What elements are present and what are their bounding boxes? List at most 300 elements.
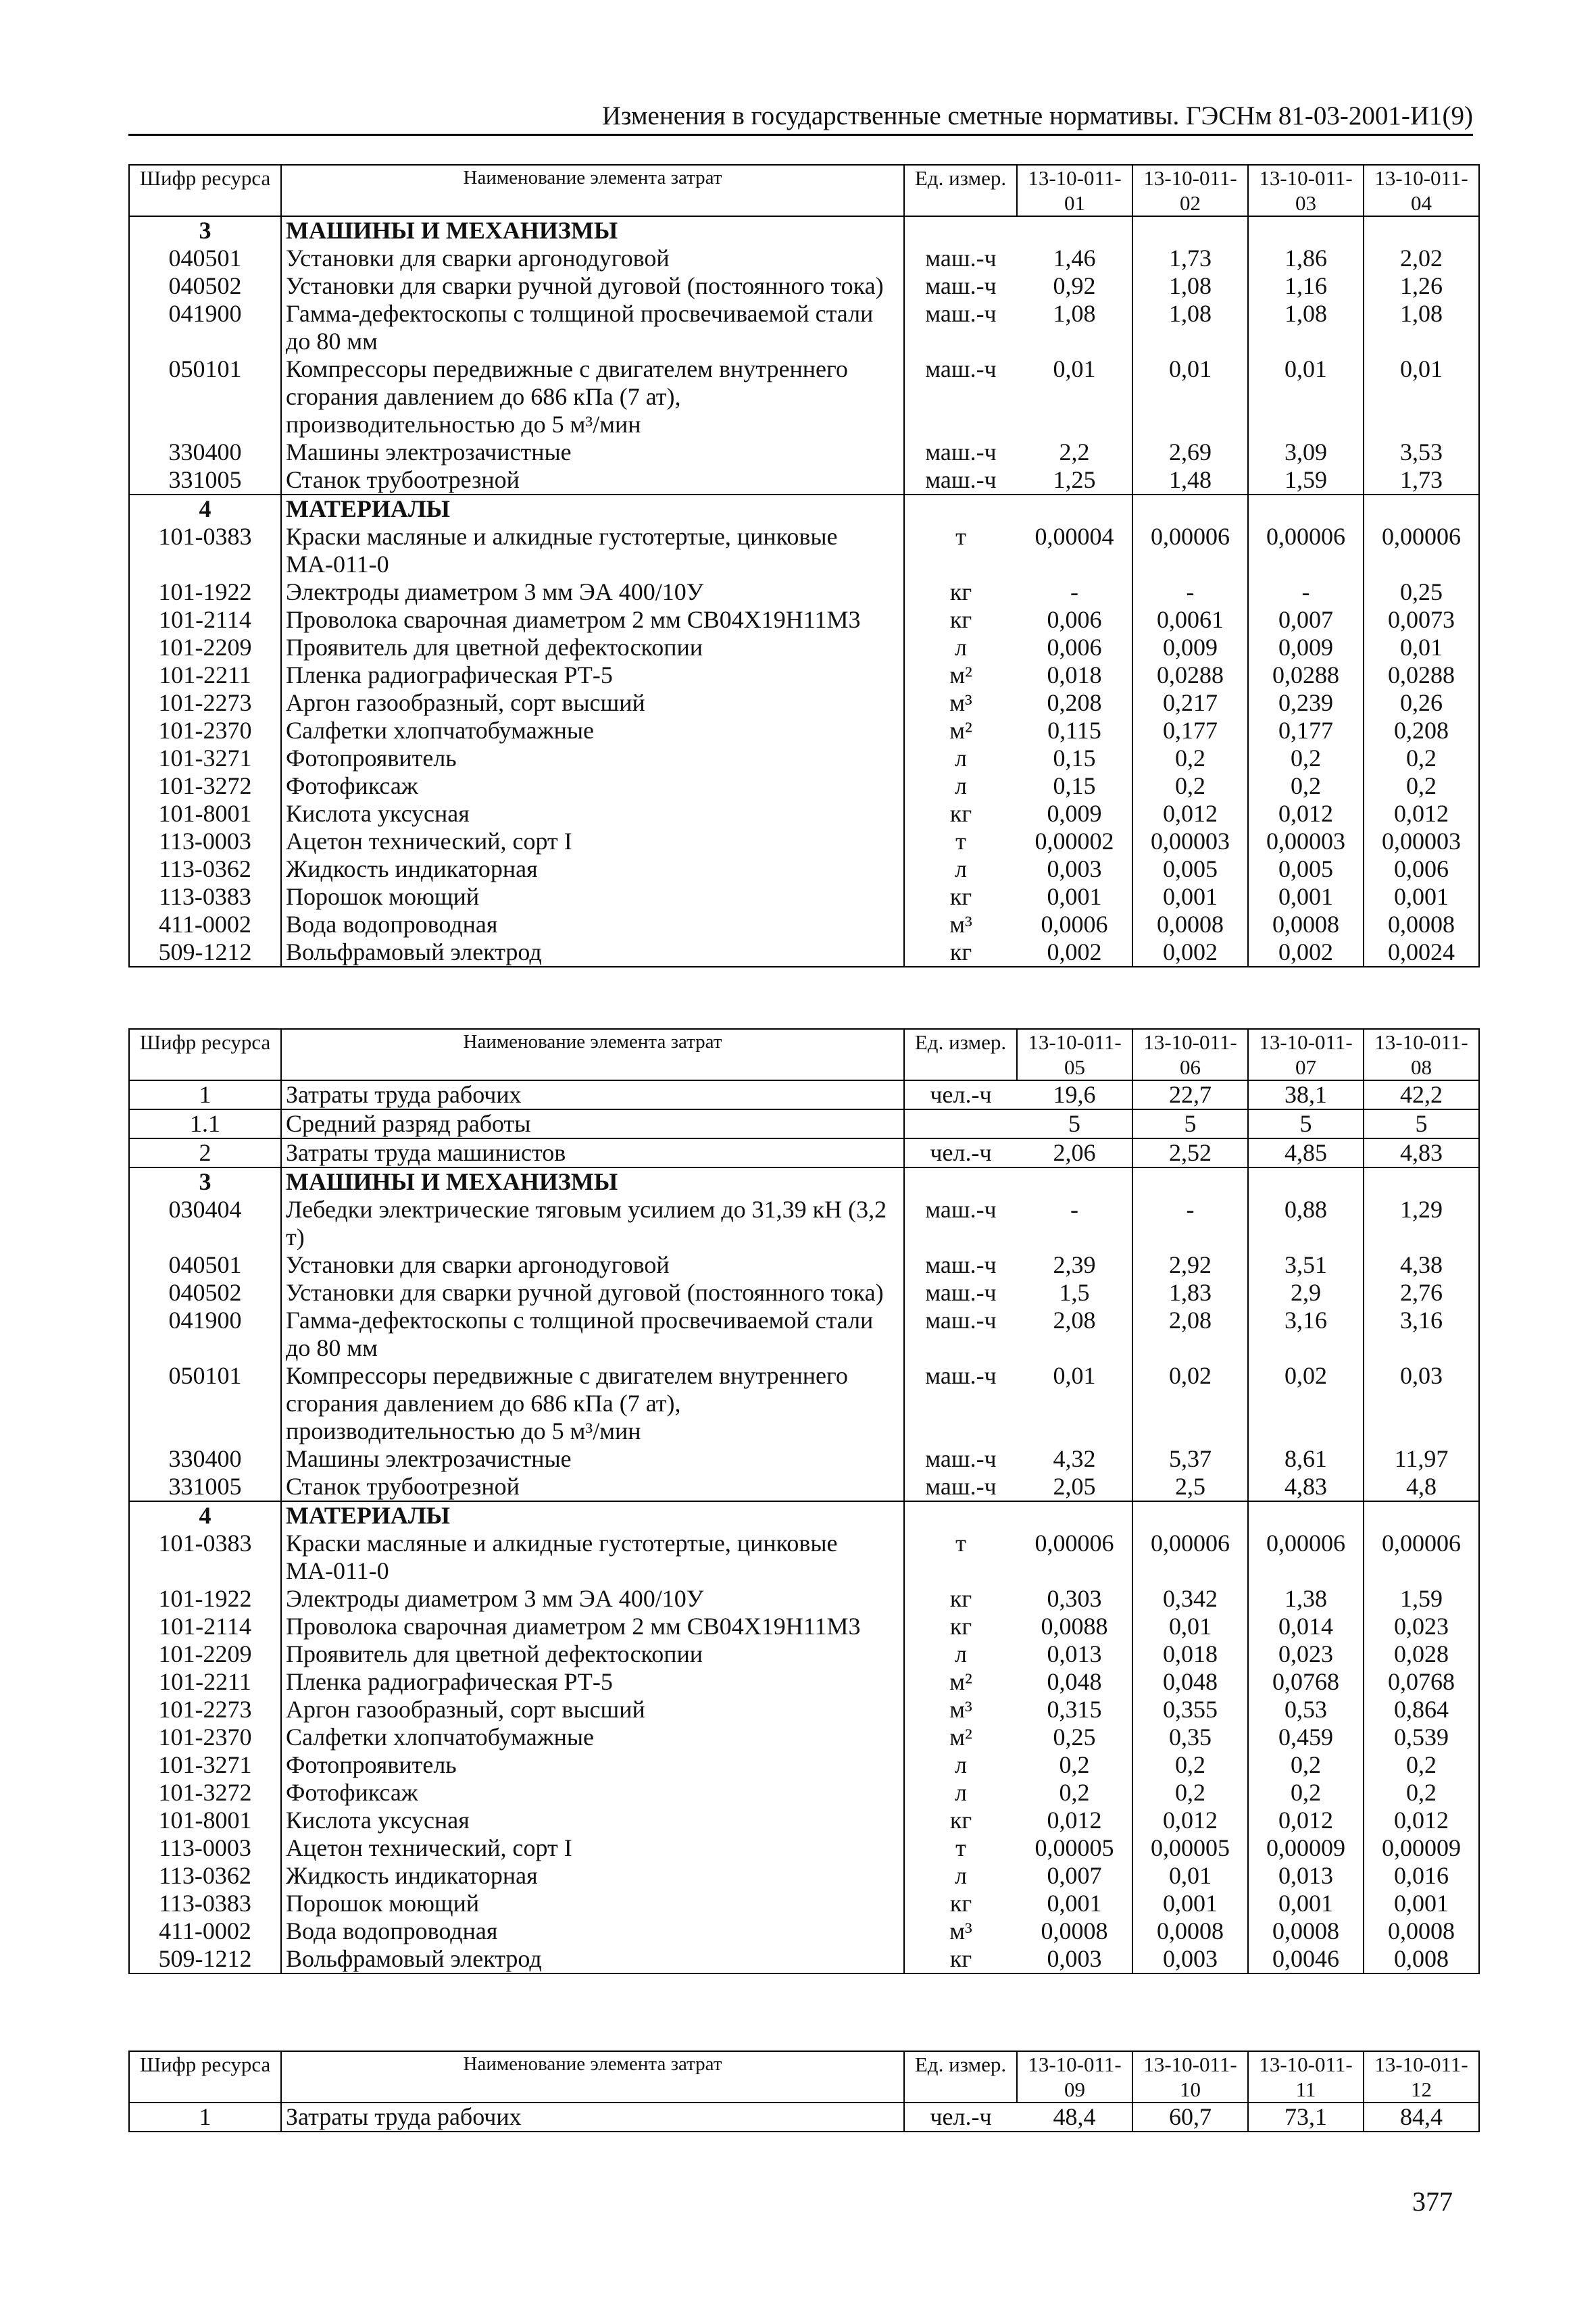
resource-name: Гамма-дефектоскопы с толщиной просвечиваемой стали до 80 мм xyxy=(281,1307,904,1362)
resource-code: 330400 xyxy=(129,1445,281,1473)
norm-value: 0,023 xyxy=(1248,1640,1364,1668)
norm-value: 0,2 xyxy=(1364,772,1479,800)
norm-value: 0,001 xyxy=(1248,883,1364,911)
table-row xyxy=(129,661,1479,689)
header-name: Наименование элемента затрат xyxy=(281,2051,904,2103)
resource-name: Салфетки хлопчатобумажные xyxy=(281,717,904,745)
resource-name: Средний разряд работы xyxy=(281,1109,904,1138)
table-row xyxy=(129,1307,1479,1362)
resource-code: 113-0362 xyxy=(129,1862,281,1890)
unit: маш.-ч xyxy=(925,272,997,299)
norm-value: 60,7 xyxy=(1132,2103,1248,2132)
norm-value: 0,2 xyxy=(1132,1751,1248,1779)
norm-value: 0,25 xyxy=(1364,578,1479,606)
unit xyxy=(904,1109,1017,1138)
norm-value: 0,2 xyxy=(1248,772,1364,800)
norm-value: 0,35 xyxy=(1132,1724,1248,1751)
unit xyxy=(904,1501,1017,1530)
norm-value: 0,01 xyxy=(1132,1862,1248,1890)
table-row xyxy=(129,1696,1479,1724)
resource-code: 101-2273 xyxy=(129,1696,281,1724)
norm-value: 0,012 xyxy=(1132,800,1248,828)
resource-name: Жидкость индикаторная xyxy=(281,1862,904,1890)
resource-code: 040501 xyxy=(129,1251,281,1279)
resource-name: Фотопроявитель xyxy=(281,745,904,772)
header-norm-code: 13-10-011-07 xyxy=(1248,1029,1364,1080)
resource-name: Пленка радиографическая РТ-5 xyxy=(281,1668,904,1696)
norm-value xyxy=(1132,216,1248,245)
norm-value: 0,539 xyxy=(1364,1724,1479,1751)
norm-value: 0,001 xyxy=(1017,1890,1132,1917)
norm-value: 0,01 xyxy=(1132,1613,1248,1640)
norm-value: 73,1 xyxy=(1248,2103,1364,2132)
norm-value: 2,02 xyxy=(1364,245,1479,272)
resource-name: Электроды диаметром 3 мм ЭА 400/10У xyxy=(281,1585,904,1613)
norm-value: 2,39 xyxy=(1017,1251,1132,1279)
norm-value: 0,00006 xyxy=(1248,1530,1364,1585)
table-row xyxy=(129,1196,1479,1251)
norm-value: 0,009 xyxy=(1248,634,1364,661)
section-title: МАШИНЫ И МЕХАНИЗМЫ xyxy=(281,216,904,245)
norm-value: 0,02 xyxy=(1132,1362,1248,1445)
unit: т xyxy=(955,1530,966,1557)
norm-value: 0,002 xyxy=(1248,938,1364,967)
norm-value: 1,83 xyxy=(1132,1279,1248,1307)
table-row xyxy=(129,466,1479,495)
norm-value: 0,0024 xyxy=(1364,938,1479,967)
norm-value xyxy=(1364,1501,1479,1530)
resource-code: 101-3272 xyxy=(129,1779,281,1807)
resource-code: 101-0383 xyxy=(129,523,281,578)
unit: л xyxy=(955,1640,967,1667)
resource-name: Установки для сварки аргонодуговой xyxy=(281,245,904,272)
resource-name: Компрессоры передвижные с двигателем внутреннего сгорания давлением до 686 кПа (7 ат), производительностью до 5 м³/мин xyxy=(281,355,904,438)
norm-value: 1,26 xyxy=(1364,272,1479,300)
norm-value: 0,177 xyxy=(1248,717,1364,745)
resource-code: 030404 xyxy=(129,1196,281,1251)
norm-value: 22,7 xyxy=(1132,1080,1248,1109)
table-row xyxy=(129,855,1479,883)
resource-name: Проволока сварочная диаметром 2 мм СВ04Х19Н11М3 xyxy=(281,606,904,634)
table-row xyxy=(129,911,1479,938)
norms-table-1 xyxy=(128,164,1480,967)
norm-value: 0,459 xyxy=(1248,1724,1364,1751)
norm-value: 4,83 xyxy=(1248,1473,1364,1501)
header-norm-code: 13-10-011-09 xyxy=(1017,2051,1132,2103)
norm-value: 1,08 xyxy=(1364,300,1479,355)
norm-value: 0,0008 xyxy=(1364,1917,1479,1945)
norm-value: 0,00003 xyxy=(1248,828,1364,855)
norm-value: 0,01 xyxy=(1248,355,1364,438)
norm-value: 0,028 xyxy=(1364,1640,1479,1668)
unit: т xyxy=(955,828,966,855)
table-row xyxy=(129,578,1479,606)
unit: чел.-ч xyxy=(904,2103,1017,2132)
unit: чел.-ч xyxy=(904,1138,1017,1167)
resource-name: Станок трубоотрезной xyxy=(281,466,904,495)
norm-value xyxy=(1132,1501,1248,1530)
norm-value: 2,76 xyxy=(1364,1279,1479,1307)
norm-value: 0,53 xyxy=(1248,1696,1364,1724)
norm-value: 0,0288 xyxy=(1248,661,1364,689)
table-row xyxy=(129,438,1479,466)
resource-name: Фотофиксаж xyxy=(281,1779,904,1807)
norm-value: 4,85 xyxy=(1248,1138,1364,1167)
unit: м² xyxy=(949,1724,972,1751)
norm-value: 0,006 xyxy=(1017,634,1132,661)
norm-value: 0,00006 xyxy=(1017,1530,1132,1585)
resource-code: 1 xyxy=(129,1080,281,1109)
norm-value: 0,00006 xyxy=(1132,523,1248,578)
norm-value: 2,92 xyxy=(1132,1251,1248,1279)
unit: маш.-ч xyxy=(925,1307,997,1334)
unit: м² xyxy=(949,661,972,688)
table-row xyxy=(129,883,1479,911)
unit: м³ xyxy=(949,1917,972,1944)
norm-value: 0,00005 xyxy=(1017,1834,1132,1862)
norm-value: 0,01 xyxy=(1017,355,1132,438)
resource-code: 113-0383 xyxy=(129,1890,281,1917)
norm-value: 0,177 xyxy=(1132,717,1248,745)
resource-code: 101-8001 xyxy=(129,1807,281,1834)
norm-value: 0,012 xyxy=(1017,1807,1132,1834)
resource-code: 101-1922 xyxy=(129,578,281,606)
norm-value: 0,88 xyxy=(1248,1196,1364,1251)
norm-value: 0,2 xyxy=(1248,1751,1364,1779)
resource-code: 509-1212 xyxy=(129,938,281,967)
norm-value xyxy=(1248,1167,1364,1196)
norm-value xyxy=(1017,495,1132,523)
norm-value: 4,8 xyxy=(1364,1473,1479,1501)
norm-value xyxy=(1132,495,1248,523)
resource-code: 509-1212 xyxy=(129,1945,281,1973)
norm-value: 1,5 xyxy=(1017,1279,1132,1307)
table-row xyxy=(129,523,1479,578)
header-name: Наименование элемента затрат xyxy=(281,1029,904,1080)
norm-value: 0,016 xyxy=(1364,1862,1479,1890)
norm-value: 1,73 xyxy=(1364,466,1479,495)
unit: т xyxy=(955,523,966,550)
unit: л xyxy=(955,634,967,661)
resource-name: Ацетон технический, сорт I xyxy=(281,828,904,855)
norm-value: 3,51 xyxy=(1248,1251,1364,1279)
norm-value: 0,006 xyxy=(1364,855,1479,883)
norm-value: - xyxy=(1132,1196,1248,1251)
norm-value: 8,61 xyxy=(1248,1445,1364,1473)
norm-value: 0,01 xyxy=(1132,355,1248,438)
norm-value: 0,003 xyxy=(1132,1945,1248,1973)
unit: кг xyxy=(949,1807,972,1834)
resource-code: 040501 xyxy=(129,245,281,272)
norm-value: 0,2 xyxy=(1132,1779,1248,1807)
norm-value: 0,15 xyxy=(1017,745,1132,772)
table-row xyxy=(129,1945,1479,1973)
resource-name: Жидкость индикаторная xyxy=(281,855,904,883)
resource-name: Аргон газообразный, сорт высший xyxy=(281,1696,904,1724)
header-norm-code: 13-10-011-03 xyxy=(1248,165,1364,216)
table-row xyxy=(129,1138,1479,1167)
resource-code: 411-0002 xyxy=(129,1917,281,1945)
resource-code: 3 xyxy=(129,216,281,245)
unit: л xyxy=(955,1862,967,1889)
norm-value: 2,2 xyxy=(1017,438,1132,466)
norm-value: 0,00006 xyxy=(1248,523,1364,578)
norm-value: 1,46 xyxy=(1017,245,1132,272)
resource-name: Проявитель для цветной дефектоскопии xyxy=(281,634,904,661)
norm-value: 0,012 xyxy=(1132,1807,1248,1834)
resource-name: Порошок моющий xyxy=(281,883,904,911)
resource-name: Вода водопроводная xyxy=(281,911,904,938)
resource-name: Кислота уксусная xyxy=(281,1807,904,1834)
resource-name: Затраты труда рабочих xyxy=(281,1080,904,1109)
norm-value: 5 xyxy=(1248,1109,1364,1138)
table-row xyxy=(129,355,1479,438)
norm-value: 2,08 xyxy=(1017,1307,1132,1362)
norm-value: 0,013 xyxy=(1017,1640,1132,1668)
norm-value: - xyxy=(1017,578,1132,606)
unit: маш.-ч xyxy=(925,1279,997,1306)
norm-value xyxy=(1017,216,1132,245)
norm-value: 0,2 xyxy=(1132,772,1248,800)
norm-value: 38,1 xyxy=(1248,1080,1364,1109)
norm-value: 0,355 xyxy=(1132,1696,1248,1724)
norm-value: 0,25 xyxy=(1017,1724,1132,1751)
norm-value: 0,0288 xyxy=(1364,661,1479,689)
norm-value: 0,0288 xyxy=(1132,661,1248,689)
table-row xyxy=(129,1585,1479,1613)
resource-name: Установки для сварки ручной дуговой (постоянного тока) xyxy=(281,1279,904,1307)
norm-value: 1,86 xyxy=(1248,245,1364,272)
table-row xyxy=(129,1613,1479,1640)
norm-value: 2,5 xyxy=(1132,1473,1248,1501)
norm-value: 0,018 xyxy=(1017,661,1132,689)
norm-value: 0,012 xyxy=(1248,800,1364,828)
section-row xyxy=(129,216,1479,245)
norm-value: 0,115 xyxy=(1017,717,1132,745)
table-header-row xyxy=(129,2051,1479,2103)
page-header: Изменения в государственные сметные нормативы. ГЭСНм 81-03-2001-И1(9) xyxy=(128,101,1473,136)
norm-value: 0,2 xyxy=(1017,1779,1132,1807)
header-name: Наименование элемента затрат xyxy=(281,165,904,216)
unit: м² xyxy=(949,1668,972,1695)
norm-value: 0,00009 xyxy=(1248,1834,1364,1862)
norm-value: 1,16 xyxy=(1248,272,1364,300)
norm-value: 2,06 xyxy=(1017,1138,1132,1167)
unit: л xyxy=(955,745,967,772)
header-code: Шифр ресурса xyxy=(129,1029,281,1080)
table-row xyxy=(129,2103,1479,2132)
resource-code: 101-2370 xyxy=(129,1724,281,1751)
resource-code: 331005 xyxy=(129,1473,281,1501)
resource-code: 101-2211 xyxy=(129,1668,281,1696)
table-row xyxy=(129,938,1479,967)
header-norm-code: 13-10-011-10 xyxy=(1132,2051,1248,2103)
resource-code: 040502 xyxy=(129,1279,281,1307)
norm-value: 1,08 xyxy=(1132,300,1248,355)
norm-value: 1,48 xyxy=(1132,466,1248,495)
table-row xyxy=(129,1530,1479,1585)
unit: л xyxy=(955,772,967,799)
resource-name: Установки для сварки аргонодуговой xyxy=(281,1251,904,1279)
norm-value: 0,01 xyxy=(1364,355,1479,438)
norm-value: - xyxy=(1017,1196,1132,1251)
norm-value: 0,0008 xyxy=(1017,1917,1132,1945)
norms-table-3 xyxy=(128,2051,1480,2132)
resource-name: Краски масляные и алкидные густотертые, цинковые МА-011-0 xyxy=(281,523,904,578)
table-row xyxy=(129,745,1479,772)
table-row xyxy=(129,1807,1479,1834)
header-norm-code: 13-10-011-04 xyxy=(1364,165,1479,216)
table-row xyxy=(129,772,1479,800)
section-row xyxy=(129,1167,1479,1196)
norm-value: 0,018 xyxy=(1132,1640,1248,1668)
norm-value: 11,97 xyxy=(1364,1445,1479,1473)
resource-name: Кислота уксусная xyxy=(281,800,904,828)
norm-value xyxy=(1017,1501,1132,1530)
table-row xyxy=(129,1362,1479,1445)
norm-value: 0,239 xyxy=(1248,689,1364,717)
norm-value: 0,2 xyxy=(1017,1751,1132,1779)
table-row xyxy=(129,1251,1479,1279)
resource-name: Вода водопроводная xyxy=(281,1917,904,1945)
norm-value: 4,83 xyxy=(1364,1138,1479,1167)
unit: маш.-ч xyxy=(925,438,997,466)
norm-value: 2,9 xyxy=(1248,1279,1364,1307)
resource-name: Фотопроявитель xyxy=(281,1751,904,1779)
norm-value: 1,38 xyxy=(1248,1585,1364,1613)
norm-value: 0,208 xyxy=(1364,717,1479,745)
norm-value: 0,315 xyxy=(1017,1696,1132,1724)
norm-value: 0,0006 xyxy=(1017,911,1132,938)
table-row xyxy=(129,828,1479,855)
norm-value: 0,2 xyxy=(1248,1779,1364,1807)
table-row xyxy=(129,1279,1479,1307)
norm-value: 1,08 xyxy=(1248,300,1364,355)
resource-name: Компрессоры передвижные с двигателем внутреннего сгорания давлением до 686 кПа (7 ат), производительностью до 5 м³/мин xyxy=(281,1362,904,1445)
unit: маш.-ч xyxy=(925,355,997,382)
resource-name: Аргон газообразный, сорт высший xyxy=(281,689,904,717)
norm-value: 2,05 xyxy=(1017,1473,1132,1501)
table-row xyxy=(129,1890,1479,1917)
resource-name: Лебедки электрические тяговым усилием до 31,39 кН (3,2 т) xyxy=(281,1196,904,1251)
norm-value: 0,001 xyxy=(1132,883,1248,911)
norm-value: 0,2 xyxy=(1132,745,1248,772)
norm-value: 0,303 xyxy=(1017,1585,1132,1613)
header-unit: Ед. измер. xyxy=(904,2051,1017,2103)
resource-name: Станок трубоотрезной xyxy=(281,1473,904,1501)
header-norm-code: 13-10-011-06 xyxy=(1132,1029,1248,1080)
table-row xyxy=(129,1917,1479,1945)
unit: м³ xyxy=(949,911,972,938)
norm-value: 4,32 xyxy=(1017,1445,1132,1473)
norm-value: 3,09 xyxy=(1248,438,1364,466)
norm-value: 0,0073 xyxy=(1364,606,1479,634)
resource-name: Установки для сварки ручной дуговой (постоянного тока) xyxy=(281,272,904,300)
resource-code: 4 xyxy=(129,495,281,523)
header-code: Шифр ресурса xyxy=(129,2051,281,2103)
norm-value xyxy=(1364,216,1479,245)
norm-value: 1,25 xyxy=(1017,466,1132,495)
resource-code: 050101 xyxy=(129,1362,281,1445)
unit: кг xyxy=(949,1890,972,1917)
norm-value: 2,52 xyxy=(1132,1138,1248,1167)
resource-name: Фотофиксаж xyxy=(281,772,904,800)
norm-value: 0,014 xyxy=(1248,1613,1364,1640)
table-row xyxy=(129,1445,1479,1473)
resource-code: 113-0383 xyxy=(129,883,281,911)
norm-value: 0,00005 xyxy=(1132,1834,1248,1862)
norm-value: 0,007 xyxy=(1248,606,1364,634)
unit xyxy=(904,1167,1017,1196)
norm-value: 0,00003 xyxy=(1132,828,1248,855)
norm-value: 3,53 xyxy=(1364,438,1479,466)
resource-code: 041900 xyxy=(129,1307,281,1362)
norm-value: 0,002 xyxy=(1017,938,1132,967)
norm-value: 0,001 xyxy=(1364,1890,1479,1917)
resource-code: 411-0002 xyxy=(129,911,281,938)
resource-code: 101-2211 xyxy=(129,661,281,689)
resource-code: 101-2209 xyxy=(129,1640,281,1668)
norm-value: 0,208 xyxy=(1017,689,1132,717)
norm-value: 0,217 xyxy=(1132,689,1248,717)
norm-value: 1,59 xyxy=(1364,1585,1479,1613)
resource-code: 101-3272 xyxy=(129,772,281,800)
resource-name: Гамма-дефектоскопы с толщиной просвечиваемой стали до 80 мм xyxy=(281,300,904,355)
norm-value: 0,007 xyxy=(1017,1862,1132,1890)
norm-value: 3,16 xyxy=(1248,1307,1364,1362)
norm-value: 0,26 xyxy=(1364,689,1479,717)
unit: кг xyxy=(949,1585,972,1612)
norm-value: 4,38 xyxy=(1364,1251,1479,1279)
norm-value xyxy=(1364,495,1479,523)
resource-name: Электроды диаметром 3 мм ЭА 400/10У xyxy=(281,578,904,606)
unit: маш.-ч xyxy=(925,1196,997,1223)
resource-code: 3 xyxy=(129,1167,281,1196)
norm-value: 0,0768 xyxy=(1248,1668,1364,1696)
resource-code: 101-2370 xyxy=(129,717,281,745)
norm-value: 1,59 xyxy=(1248,466,1364,495)
unit: м³ xyxy=(949,1696,972,1723)
section-title: МАТЕРИАЛЫ xyxy=(281,495,904,523)
table-row xyxy=(129,1109,1479,1138)
unit: кг xyxy=(949,606,972,633)
norm-value: 0,001 xyxy=(1248,1890,1364,1917)
resource-code: 101-3271 xyxy=(129,1751,281,1779)
norm-value: 0,00003 xyxy=(1364,828,1479,855)
resource-code: 2 xyxy=(129,1138,281,1167)
table-row xyxy=(129,1779,1479,1807)
resource-name: Машины электрозачистные xyxy=(281,438,904,466)
unit: маш.-ч xyxy=(925,1473,997,1500)
norm-value: 0,0768 xyxy=(1364,1668,1479,1696)
norm-value: 0,864 xyxy=(1364,1696,1479,1724)
norm-value: 0,013 xyxy=(1248,1862,1364,1890)
header-norm-code: 13-10-011-02 xyxy=(1132,165,1248,216)
resource-name: Пленка радиографическая РТ-5 xyxy=(281,661,904,689)
norm-value: 0,001 xyxy=(1364,883,1479,911)
table-row xyxy=(129,606,1479,634)
norm-value: 0,00006 xyxy=(1364,523,1479,578)
resource-code: 330400 xyxy=(129,438,281,466)
norm-value: 0,008 xyxy=(1364,1945,1479,1973)
resource-code: 331005 xyxy=(129,466,281,495)
norm-value xyxy=(1132,1167,1248,1196)
norm-value: 0,0008 xyxy=(1364,911,1479,938)
unit: кг xyxy=(949,1613,972,1640)
resource-code: 041900 xyxy=(129,300,281,355)
unit: чел.-ч xyxy=(904,1080,1017,1109)
unit xyxy=(904,495,1017,523)
